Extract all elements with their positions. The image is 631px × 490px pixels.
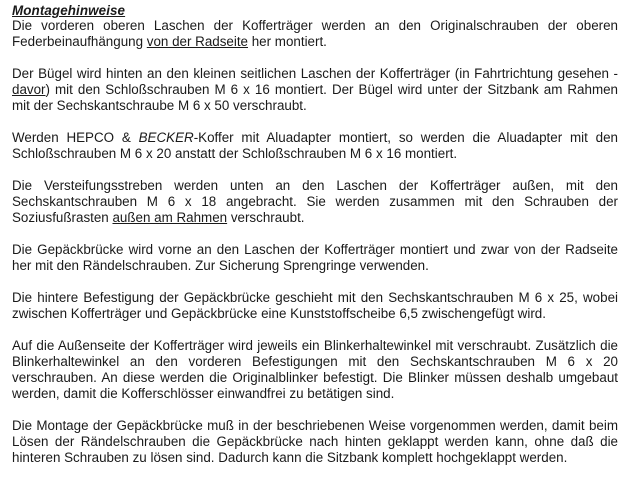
paragraph-4-text-a: Die Versteifungsstreben werden unten an den Laschen der Kofferträger außen, mit den Sechskantschrauben M 6 x 18 angebracht. Sie werden zusammen mit den Schrauben der Soziusfußrasten — [12, 178, 618, 225]
paragraph-8: Die Montage der Gepäckbrücke muß in der beschriebenen Weise vorgenommen werden, damit beim Lösen der Rändelschrauben die Gepäckbrücke nach hinten geklappt werden kann, ohne daß die hinteren Schrauben zu lösen sind. Dadurch kann die Sitzbank komplett hochgeklappt werden. — [12, 418, 618, 465]
document-page — [12, 3, 618, 466]
paragraph-1-text-a: Die vorderen oberen Laschen der Kofferträger werden an den Originalschrauben der oberen Federbeinaufhängung — [12, 18, 618, 49]
paragraph-3 — [12, 130, 618, 162]
paragraph-3-text-a: Werden HEPCO & — [12, 130, 139, 145]
document-heading: Montagehinweise — [12, 3, 126, 18]
paragraph-3-text-b: -Koffer mit Aluadapter montiert, so werden die Aluadapter mit den Schloßschrauben M 6 x 20 anstatt der Schloßschrauben M 6 x 16 montiert. — [12, 130, 618, 161]
paragraph-1-text-b: her montiert. — [248, 34, 327, 49]
paragraph-5: Die Gepäckbrücke wird vorne an den Laschen der Kofferträger montiert und zwar von der Radseite her mit den Rändelschrauben. Zur Sicherung Sprengringe verwenden. — [12, 242, 618, 273]
paragraph-2-text-b: ) mit den Schloßschrauben M 6 x 16 montiert. Der Bügel wird unter der Sitzbank am Rahmen mit der Sechskantschraube M 6 x 50 verschraubt. — [12, 82, 618, 113]
paragraph-1-underlined: von der Radseite — [146, 34, 248, 49]
paragraph-4 — [12, 178, 618, 226]
paragraph-4-underlined: außen am Rahmen — [112, 210, 228, 225]
paragraph-4-text-b: verschraubt. — [227, 210, 305, 225]
paragraph-6: Die hintere Befestigung der Gepäckbrücke geschieht mit den Sechskantschrauben M 6 x 25, wobei zwischen Kofferträger und Gepäckbrücke eine Kunststoffscheibe 6,5 zwischengefügt wird. — [12, 290, 618, 321]
paragraph-2 — [12, 66, 618, 114]
paragraph-2-underlined: davor — [12, 82, 46, 97]
paragraph-2-text-a: Der Bügel wird hinten an den kleinen seitlichen Laschen der Kofferträger (in Fahrtrichtung gesehen - — [12, 66, 618, 81]
paragraph-1 — [12, 18, 618, 50]
paragraph-7: Auf die Außenseite der Kofferträger wird jeweils ein Blinkerhaltewinkel mit verschraubt. Zusätzlich die Blinkerhaltewinkel an den vorderen Befestigungen mit den Sechskantschrauben M 6 x 20 verschrauben. An diese werden die Originalblinker befestigt. Die Blinker müssen deshalb umgebaut werden, damit die Kofferschlösser einwandfrei zu betätigen sind. — [12, 338, 618, 401]
paragraph-3-italic: BECKER — [138, 130, 194, 145]
